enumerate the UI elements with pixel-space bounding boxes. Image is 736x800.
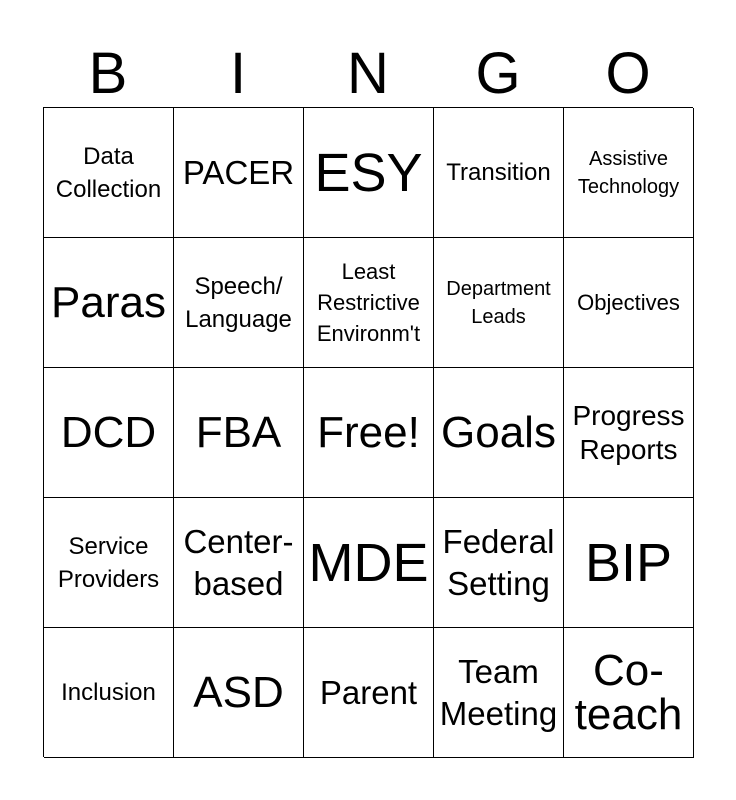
cell-label: FBA bbox=[195, 407, 282, 457]
cell-label: Least Restrictive Environm't bbox=[316, 259, 421, 346]
bingo-cell-r3-c1[interactable] bbox=[44, 368, 174, 498]
bingo-cell-r3-c3 free-space[interactable] bbox=[304, 368, 434, 498]
bingo-cell-r3-c2[interactable] bbox=[174, 368, 304, 498]
cell-label: Speech/ Language bbox=[185, 272, 292, 333]
bingo-cell-r5-c3[interactable] bbox=[304, 628, 434, 758]
cell-label: Center- based bbox=[183, 522, 294, 602]
cell-label: Transition bbox=[446, 159, 551, 186]
cell-label: Department Leads bbox=[446, 277, 551, 328]
cell-label: Paras bbox=[51, 277, 166, 327]
header-letter-g: G bbox=[475, 41, 521, 106]
cell-label: ESY bbox=[314, 142, 423, 203]
cell-label: Free! bbox=[317, 407, 420, 457]
bingo-cell-r5-c1[interactable] bbox=[44, 628, 174, 758]
bingo-header bbox=[43, 40, 693, 108]
bingo-cell-r1-c1[interactable] bbox=[44, 108, 174, 238]
bingo-cell-r3-c5[interactable] bbox=[564, 368, 694, 498]
cell-label: MDE bbox=[308, 532, 429, 593]
bingo-cell-r1-c3[interactable] bbox=[304, 108, 434, 238]
bingo-cell-r4-c2[interactable] bbox=[174, 498, 304, 628]
cell-label: Inclusion bbox=[61, 679, 156, 706]
cell-label: Objectives bbox=[577, 290, 680, 315]
bingo-cell-r2-c4[interactable] bbox=[434, 238, 564, 368]
bingo-board bbox=[43, 107, 693, 757]
bingo-cell-r1-c5[interactable] bbox=[564, 108, 694, 238]
bingo-cell-r2-c3[interactable] bbox=[304, 238, 434, 368]
bingo-cell-r2-c1[interactable] bbox=[44, 238, 174, 368]
cell-label: Data Collection bbox=[55, 142, 162, 203]
cell-label: Assistive Technology bbox=[577, 147, 680, 198]
header-letter-o: O bbox=[605, 41, 651, 106]
bingo-cell-r4-c1[interactable] bbox=[44, 498, 174, 628]
cell-label: BIP bbox=[584, 532, 673, 593]
header-letter-n: N bbox=[347, 41, 389, 106]
bingo-cell-r4-c3[interactable] bbox=[304, 498, 434, 628]
cell-label: Progress Reports bbox=[572, 399, 685, 465]
bingo-cell-r1-c2[interactable] bbox=[174, 108, 304, 238]
bingo-cell-r2-c2[interactable] bbox=[174, 238, 304, 368]
cell-label: Team Meeting bbox=[439, 652, 558, 732]
bingo-cell-r1-c4[interactable] bbox=[434, 108, 564, 238]
header-letter-i: I bbox=[229, 41, 247, 106]
bingo-cell-r2-c5[interactable] bbox=[564, 238, 694, 368]
cell-label: Goals bbox=[441, 407, 556, 457]
cell-label: Parent bbox=[319, 673, 418, 711]
cell-label: ASD bbox=[193, 667, 284, 717]
bingo-cell-r3-c4[interactable] bbox=[434, 368, 564, 498]
bingo-cell-r4-c4[interactable] bbox=[434, 498, 564, 628]
cell-label: Service Providers bbox=[57, 532, 160, 593]
bingo-cell-r5-c2[interactable] bbox=[174, 628, 304, 758]
header-letter-b: B bbox=[88, 41, 128, 106]
cell-label: Federal Setting bbox=[442, 522, 555, 602]
bingo-cell-r5-c4[interactable] bbox=[434, 628, 564, 758]
bingo-cell-r5-c5[interactable] bbox=[564, 628, 694, 758]
bingo-cell-r4-c5[interactable] bbox=[564, 498, 694, 628]
cell-label: Co- teach bbox=[574, 645, 683, 739]
cell-label: PACER bbox=[182, 153, 295, 191]
cell-label: DCD bbox=[60, 407, 157, 457]
